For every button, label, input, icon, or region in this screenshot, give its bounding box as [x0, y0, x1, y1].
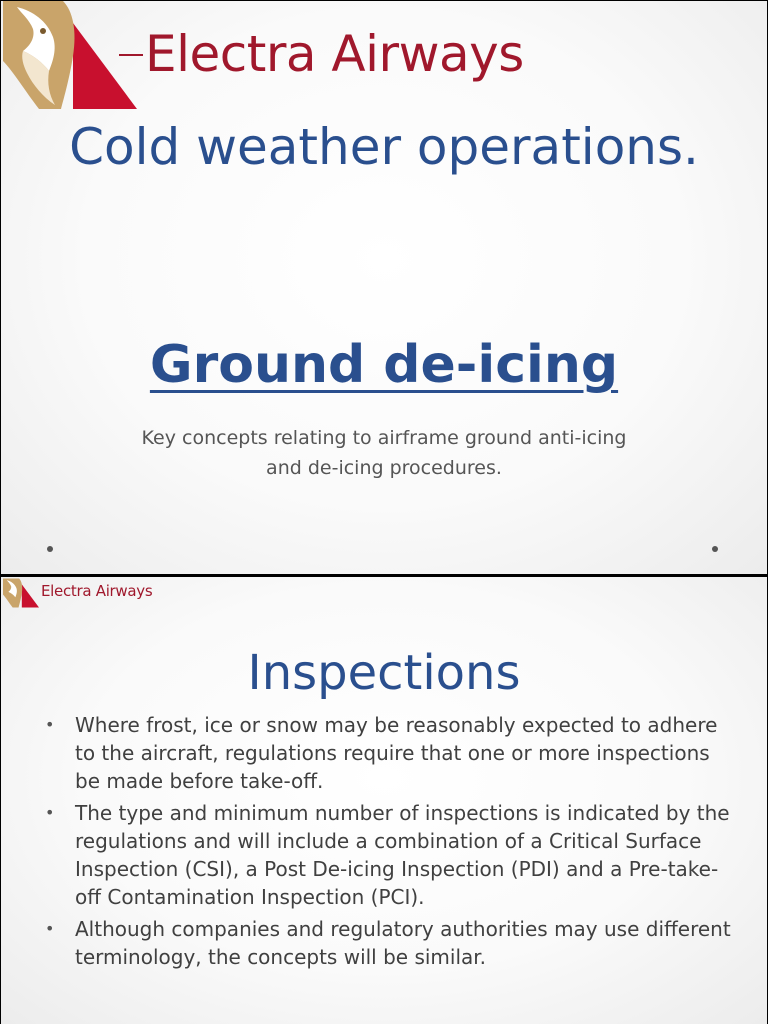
- list-item: • The type and minimum number of inspections is indicated by the regulations and will include a combination of a Critical Surface Inspection (CSI), a Post De-icing Inspection (PDI) and a Pre-take-off Contamination Inspection (PCI).: [45, 801, 730, 909]
- logo-rule: [119, 54, 143, 56]
- brand-name: Electra Airways: [41, 582, 153, 600]
- electra-airways-logo-icon: [3, 1, 137, 109]
- bullet-icon: •: [45, 919, 55, 938]
- bullet-icon: •: [45, 803, 55, 822]
- bullet-list: [35, 711, 735, 975]
- electra-airways-logo-icon: [3, 578, 39, 608]
- slide-inspections: [1, 577, 767, 1024]
- decorative-dot: [47, 546, 53, 552]
- slide-title-text: Inspections: [247, 645, 521, 701]
- slide-subtitle: Ground de-icing: [149, 335, 619, 395]
- decorative-dot: [712, 546, 718, 552]
- list-item: • Although companies and regulatory authorities may use different terminology, the concepts will be similar.: [45, 917, 731, 969]
- slide-description: Key concepts relating to airframe ground anti-icing and de-icing procedures.: [141, 427, 627, 479]
- bullet-icon: •: [45, 715, 55, 734]
- brand-name: Electra Airways: [145, 25, 524, 83]
- slide-title: [1, 1, 767, 574]
- slide-title-text: Cold weather operations.: [69, 118, 699, 176]
- list-item: • Where frost, ice or snow may be reasonably expected to adhere to the aircraft, regulations require that one or more inspections be made before take-off.: [45, 713, 718, 793]
